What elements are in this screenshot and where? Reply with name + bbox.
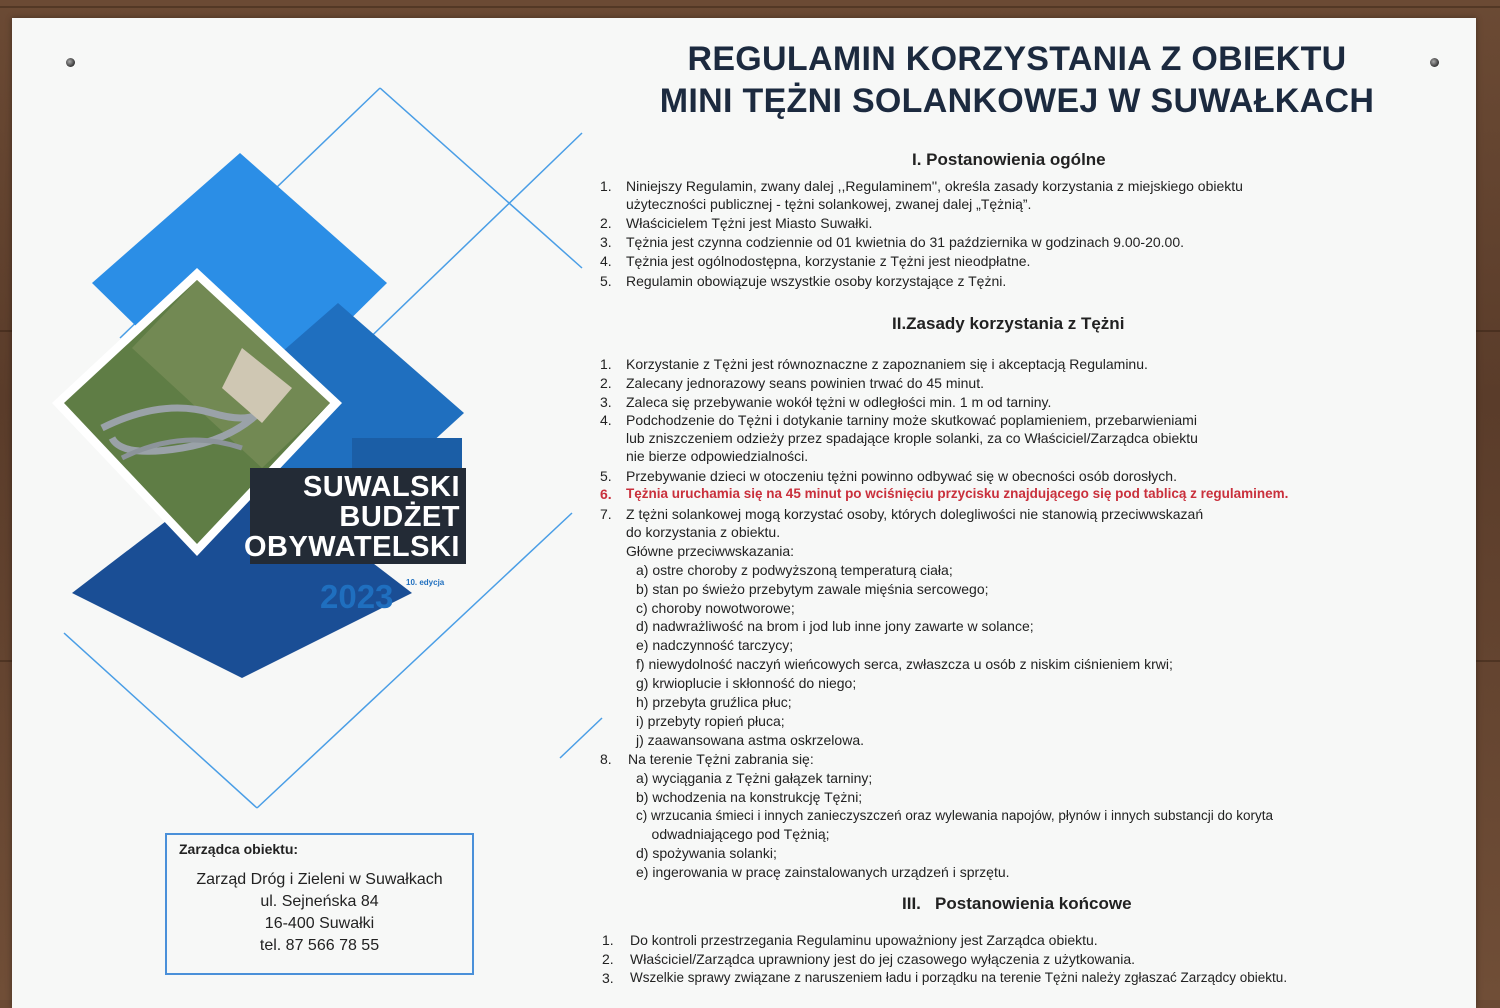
s2-item-text: do korzystania z obiektu. (626, 524, 781, 540)
s2-item-text: Zaleca się przebywanie wokół tężni w odległości min. 1 m od tarniny. (626, 394, 1052, 410)
s2-item-num: 8. (600, 751, 612, 767)
brand-line-3: OBYWATELSKI (243, 531, 460, 563)
s2-item-text: lub zniszczeniem odzieży przez spadające krople solanki, za co Właściciel/Zarządca obiektu (626, 430, 1198, 446)
manager-city: 16-400 Suwałki (264, 915, 375, 932)
s1-item-text: Tężnia jest czynna codziennie od 01 kwietnia do 31 października w godzinach 9.00-20.00. (626, 234, 1185, 250)
s2-item-num: 4. (600, 412, 612, 428)
s3-item-num: 3. (602, 970, 614, 986)
s2-item-text: Na terenie Tężni zabrania się: (628, 751, 814, 767)
s1-item-text: Tężnia jest ogólnodostępna, korzystanie z Tężni jest nieodpłatne. (626, 253, 1031, 269)
budget-brand-panel (243, 468, 466, 564)
s2-item-text: Podchodzenie do Tężni i dotykanie tarniny może skutkować poplamieniem, przebarwieniami (626, 412, 1197, 428)
brand-line-2: BUDŻET (339, 501, 460, 533)
brand-year: 2023 (320, 578, 394, 615)
budget-logo-artwork (12, 18, 612, 818)
contraindication-item: a) ostre choroby z podwyższoną temperaturą ciała; (636, 562, 953, 578)
prohibition-item: d) spożywania solanki; (636, 845, 777, 861)
s1-item-num: 3. (600, 234, 612, 250)
s2-item-num: 2. (600, 375, 612, 391)
s2-item-num: 5. (600, 468, 612, 484)
screw-icon (1430, 58, 1439, 67)
manager-heading: Zarządca obiektu: (179, 841, 299, 857)
contraindication-item: j) zaawansowana astma oskrzelowa. (636, 732, 864, 748)
button-instruction-warning: Tężnia uruchamia się na 45 minut po wciśnięciu przycisku znajdującego się pod tablicą z regulaminem. (626, 486, 1289, 501)
section-2-heading: II.Zasady korzystania z Tężni (892, 314, 1125, 333)
brand-line-1: SUWALSKI (302, 471, 460, 503)
s3-item-text: Właściciel/Zarządca uprawniony jest do jej czasowego wyłączenia z użytkowania. (630, 951, 1136, 967)
s2-item-num: 3. (600, 394, 612, 410)
s3-item-text: Wszelkie sprawy związane z naruszeniem ładu i porządku na terenie Tężni należy zgłaszać Zarządcy obiektu. (630, 970, 1288, 985)
s3-item-text: Do kontroli przestrzegania Regulaminu upoważniony jest Zarządca obiektu. (630, 932, 1098, 948)
page-title-line-2: MINI TĘŻNI SOLANKOWEJ W SUWAŁKACH (659, 82, 1375, 120)
contraindication-item: f) niewydolność naczyń wieńcowych serca, zwłaszcza u osób z niskim ciśnieniem krwi; (636, 656, 1173, 672)
section-3-heading: III. Postanowienia końcowe (902, 894, 1132, 913)
prohibition-item: b) wchodzenia na konstrukcję Tężni; (636, 789, 863, 805)
s3-item-num: 2. (602, 951, 614, 967)
s1-item-num: 4. (600, 253, 612, 269)
contraindication-item: i) przebyty ropień płuca; (636, 713, 785, 729)
contraindication-item: h) przebyta gruźlica płuc; (636, 694, 792, 710)
contraindication-item: d) nadwrażliwość na brom i jod lub inne jony zawarte w solance; (636, 618, 1034, 634)
brand-edition: 10. edycja (406, 578, 445, 587)
contraindication-item: g) krwioplucie i skłonność do niego; (636, 675, 857, 691)
s2-item-text: Przebywanie dzieci w otoczeniu tężni powinno odbywać się w obecności osób dorosłych. (626, 468, 1177, 484)
manager-phone: tel. 87 566 78 55 (259, 937, 380, 954)
contraindication-item: b) stan po świeżo przebytym zawale mięśnia sercowego; (636, 581, 989, 597)
contraindication-item: c) choroby nowotworowe; (636, 600, 795, 616)
prohibition-item: e) ingerowania w pracę zainstalowanych urządzeń i sprzętu. (636, 864, 1010, 880)
page-title-line-1: REGULAMIN KORZYSTANIA Z OBIEKTU (687, 40, 1347, 78)
manager-name: Zarząd Dróg i Zieleni w Suwałkach (196, 871, 443, 888)
s1-item-num: 2. (600, 215, 612, 231)
regulation-board (12, 18, 1476, 1008)
s1-item-num: 5. (600, 273, 612, 289)
manager-info-box (165, 833, 474, 975)
s1-item-text: Właścicielem Tężni jest Miasto Suwałki. (626, 215, 873, 231)
s2-item-text: Korzystanie z Tężni jest równoznaczne z zapoznaniem się i akceptacją Regulaminu. (626, 356, 1148, 372)
s3-item-num: 1. (602, 932, 614, 948)
s2-item-num: 7. (600, 506, 612, 522)
section-1-heading: I. Postanowienia ogólne (912, 150, 1106, 169)
s2-item-num-warning: 6. (600, 486, 612, 502)
contraindication-item: e) nadczynność tarczycy; (636, 637, 794, 653)
prohibition-item: a) wyciągania z Tężni gałązek tarniny; (636, 770, 873, 786)
s1-item-text: Niniejszy Regulamin, zwany dalej ,,Regulaminem'', określa zasady korzystania z miejskiego obiektu (626, 178, 1243, 194)
s2-item-num: 1. (600, 356, 612, 372)
manager-street: ul. Sejneńska 84 (260, 893, 379, 910)
prohibition-item: c) wrzucania śmieci i innych zanieczyszczeń oraz wylewania napojów, płynów i innych substancji do koryta (636, 808, 1274, 823)
s1-item-text: Regulamin obowiązuje wszystkie osoby korzystające z Tężni. (626, 273, 1007, 289)
prohibition-item: odwadniającego pod Tężnią; (636, 826, 830, 842)
s2-item-text: Główne przeciwwskazania: (626, 543, 795, 559)
s2-item-text: Zalecany jednorazowy seans powinien trwać do 45 minut. (626, 375, 984, 391)
s2-item-text: nie bierze odpowiedzialności. (626, 448, 809, 464)
s1-item-num: 1. (600, 178, 612, 194)
s2-item-text: Z tężni solankowej mogą korzystać osoby, których dolegliwości nie stanowią przeciwwskazań (626, 506, 1204, 522)
s1-item-text: użyteczności publicznej - tężni solankowej, zwanej dalej „Tężnią”. (626, 196, 1032, 212)
